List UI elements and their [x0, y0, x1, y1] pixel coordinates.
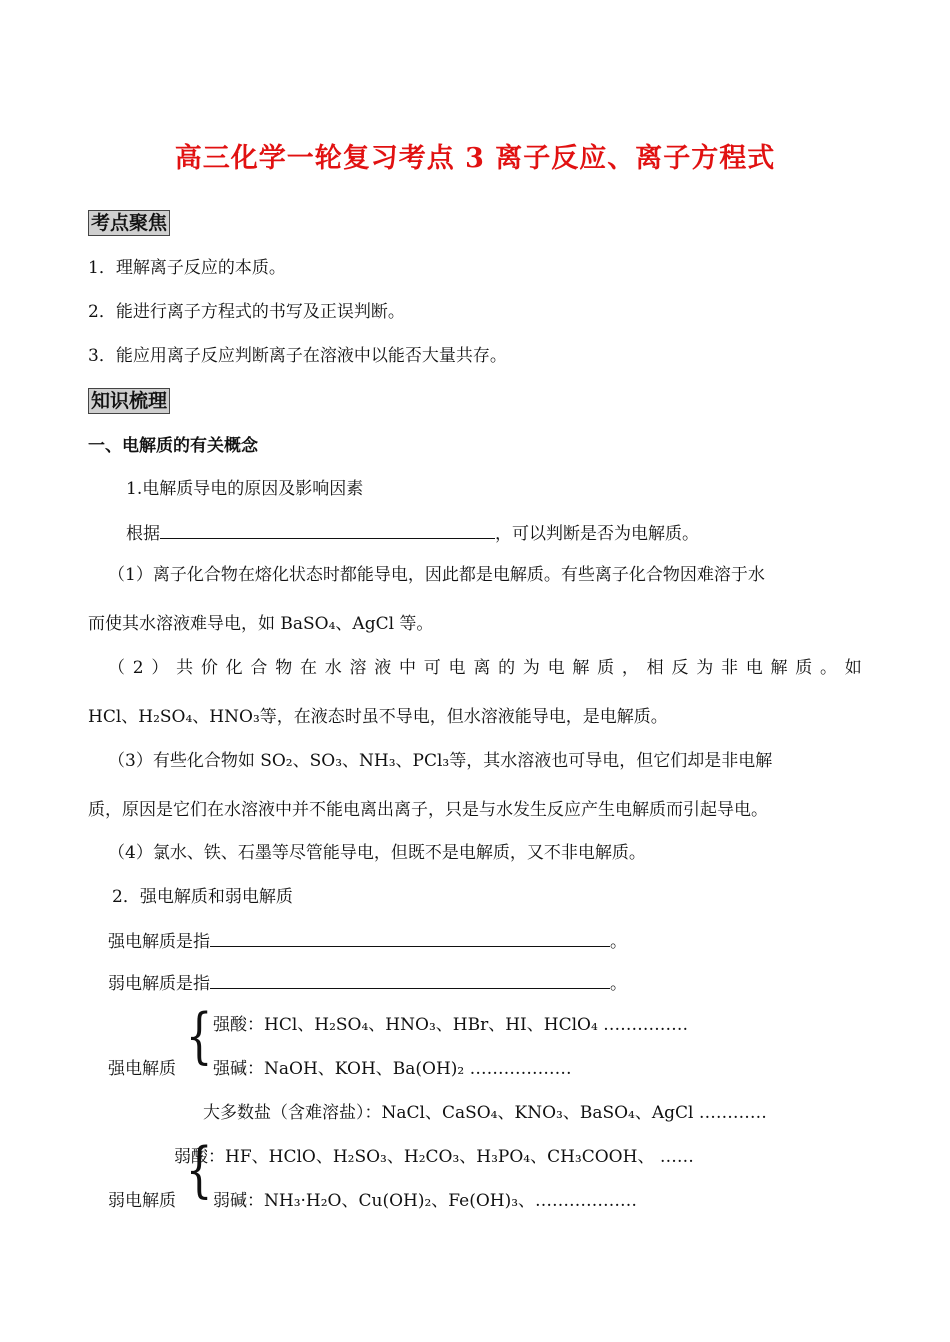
paragraph-2-char: 质 [597, 658, 615, 678]
paragraph-1-line-1: （1）离子化合物在熔化状态时都能导电，因此都是电解质。有些离子化合物因难溶于水 [108, 565, 765, 585]
strong-salt-line: 大多数盐（含难溶盐）：NaCl、CaSO₄、KNO₃、BaSO₄、AgCl ………… [203, 1103, 767, 1123]
focus-item-2 [88, 300, 405, 324]
basis-suffix: ，可以判断是否为电解质。 [495, 524, 699, 544]
strong-definition [108, 928, 627, 954]
fill-blank-strong[interactable] [210, 928, 610, 947]
fill-blank-basis[interactable] [160, 520, 495, 539]
paragraph-2-char: 。 [820, 658, 838, 678]
paragraph-2-char: 物 [275, 658, 293, 678]
paragraph-2-char: 水 [324, 658, 342, 678]
paragraph-2-char: 在 [299, 658, 317, 678]
paragraph-2-char: 2 [132, 658, 144, 678]
strong-definition-prefix: 强电解质是指 [108, 932, 210, 952]
paragraph-2-char: 电 [745, 658, 763, 678]
paragraph-2-char: ） [151, 658, 169, 678]
fill-blank-weak[interactable] [210, 970, 610, 989]
paragraph-2-char: 非 [720, 658, 738, 678]
focus-item-text: 理解离子反应的本质。 [115, 258, 286, 278]
paragraph-3-line-1: （3）有些化合物如 SO₂、SO₃、NH₃、PCl₃等，其水溶液也可导电，但它们却是非电解 [108, 751, 773, 771]
section-heading-focus: 考点聚焦 [88, 210, 170, 236]
strong-base-line: 强碱：NaOH、KOH、Ba(OH)₂ ……………… [213, 1059, 572, 1079]
paragraph-2-char: 液 [374, 658, 392, 678]
paragraph-2-char: 相 [646, 658, 664, 678]
paragraph-2-char: 如 [844, 658, 862, 678]
paragraph-2-line-1 [108, 656, 862, 680]
paragraph-4: （4）氯水、铁、石墨等尽管能导电，但既不是电解质，又不非电解质。 [108, 843, 646, 863]
weak-acid-line: 弱酸：HF、HClO、H₂SO₃、H₂CO₃、H₃PO₄、CH₃COOH、 …… [174, 1147, 694, 1167]
subheading-conduction-cause: 1.电解质导电的原因及影响因素 [126, 479, 364, 499]
paragraph-2-char: 为 [522, 658, 540, 678]
focus-item-number: 1． [88, 258, 116, 278]
paragraph-2-char: （ [108, 658, 125, 678]
focus-item-text: 能应用离子反应判断离子在溶液中以能否大量共存。 [115, 346, 507, 366]
focus-item-number: 3． [88, 346, 116, 366]
paragraph-2-char: 反 [671, 658, 689, 678]
paragraph-2-char: 溶 [349, 658, 367, 678]
paragraph-3-line-2: 质，原因是它们在水溶液中并不能电离出离子，只是与水发生反应产生电解质而引起导电。 [88, 800, 768, 820]
paragraph-2-char: 解 [770, 658, 788, 678]
paragraph-2-char: 的 [498, 658, 516, 678]
paragraph-2-char: 化 [225, 658, 243, 678]
document-title: 高三化学一轮复习考点 3 离子反应、离子方程式 [174, 143, 776, 174]
paragraph-2-char: 电 [448, 658, 466, 678]
basis-prefix: 根据 [126, 524, 160, 544]
paragraph-2-char: 合 [250, 658, 268, 678]
focus-item-1 [88, 256, 286, 280]
paragraph-2-char: ， [621, 658, 639, 678]
paragraph-2-char: 中 [399, 658, 417, 678]
weak-electrolyte-label: 弱电解质 [108, 1191, 176, 1211]
paragraph-2-char: 共 [176, 658, 194, 678]
paragraph-2-char: 电 [547, 658, 565, 678]
basis-sentence [126, 520, 699, 546]
weak-definition-prefix: 弱电解质是指 [108, 974, 210, 994]
paragraph-2-char: 解 [572, 658, 590, 678]
paragraph-2-char: 可 [423, 658, 441, 678]
weak-definition [108, 970, 627, 996]
paragraph-2-char: 为 [696, 658, 714, 678]
paragraph-2-char: 质 [795, 658, 813, 678]
focus-item-3 [88, 344, 507, 368]
subheading-strong-weak: 2．强电解质和弱电解质 [112, 887, 293, 907]
paragraph-2-char: 价 [200, 658, 218, 678]
paragraph-2-char: 离 [473, 658, 491, 678]
paragraph-1-line-2: 而使其水溶液难导电，如 BaSO₄、AgCl 等。 [88, 614, 434, 634]
brace-strong: { [185, 1001, 213, 1071]
focus-item-number: 2． [88, 302, 116, 322]
brace-weak: { [185, 1135, 213, 1205]
weak-base-line: 弱碱：NH₃·H₂O、Cu(OH)₂、Fe(OH)₃、……………… [213, 1191, 638, 1211]
strong-acid-line: 强酸：HCl、H₂SO₄、HNO₃、HBr、HI、HClO₄ …………… [213, 1015, 689, 1035]
strong-electrolyte-label: 强电解质 [108, 1059, 176, 1079]
definition-suffix: 。 [610, 932, 627, 952]
subheading-electrolyte-concepts: 一、电解质的有关概念 [88, 436, 258, 456]
focus-item-text: 能进行离子方程式的书写及正误判断。 [115, 302, 405, 322]
definition-suffix: 。 [610, 974, 627, 994]
paragraph-2-line-2: HCl、H₂SO₄、HNO₃等，在液态时虽不导电，但水溶液能导电，是电解质。 [88, 707, 668, 727]
section-heading-knowledge: 知识梳理 [88, 388, 170, 414]
